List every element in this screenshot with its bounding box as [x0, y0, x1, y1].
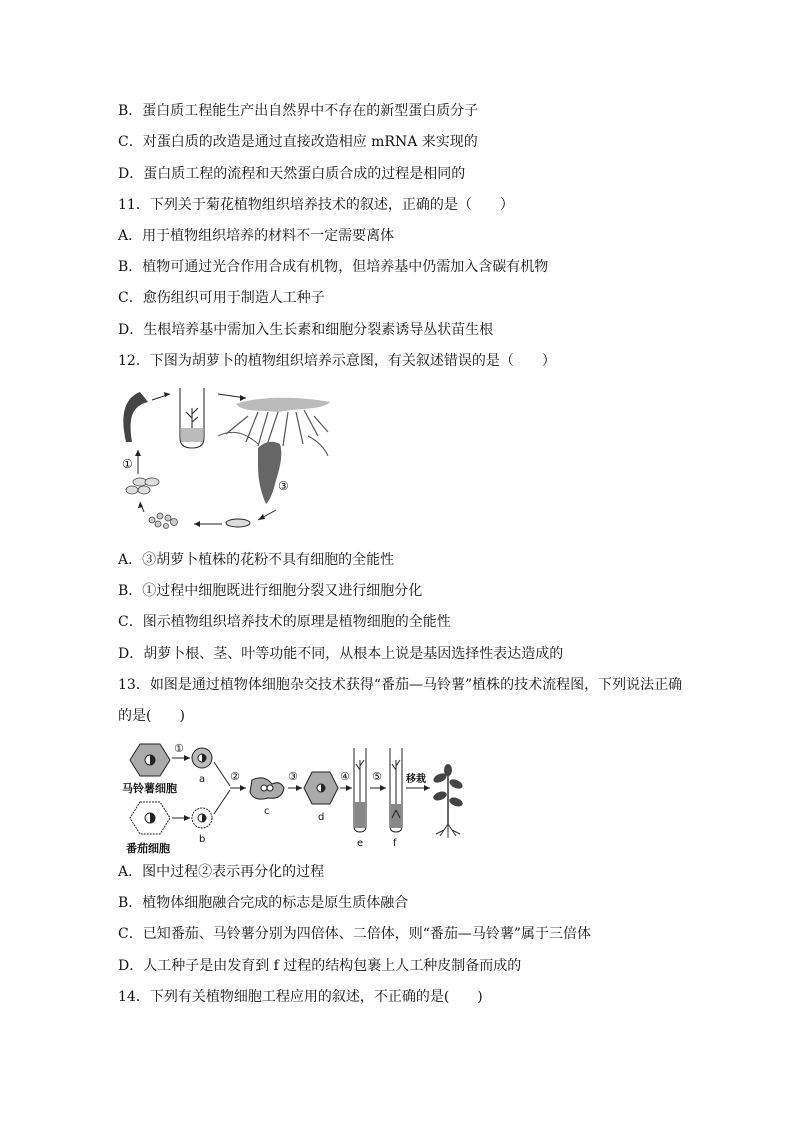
q12-option-b: B．①过程中细胞既进行细胞分裂又进行细胞分化 [118, 583, 423, 599]
q12-option-d: D．胡萝卜根、茎、叶等功能不同，从根本上说是基因选择性表达造成的 [118, 646, 564, 662]
q10-option-b: B．蛋白质工程能生产出自然界中不存在的新型蛋白质分子 [118, 103, 479, 119]
somatic-hybridization-figure [118, 740, 468, 858]
carrot-plant [218, 398, 330, 504]
q10-option-c: C．对蛋白质的改造是通过直接改造相应 mRNA 来实现的 [118, 134, 478, 150]
carrot-tissue-culture-figure [118, 386, 333, 538]
q13-stem-line1: 13．如图是通过植物体细胞杂交技术获得“番茄—马铃薯”植株的技术流程图，下列说法正确 [118, 677, 683, 693]
callus-cells [126, 478, 159, 494]
dispersed-cells [149, 513, 178, 529]
label-c: c [264, 806, 270, 817]
step-4-label: ④ [340, 770, 350, 783]
q12-option-a: A．③胡萝卜植株的花粉不具有细胞的全能性 [118, 552, 395, 568]
q13-stem-line2: 的是( ) [118, 708, 185, 724]
q11-stem: 11．下列关于菊花植物组织培养技术的叙述，正确的是（ ） [118, 197, 514, 213]
transplant-label: 移栽 [406, 774, 426, 785]
q10-option-d: D．蛋白质工程的流程和天然蛋白质合成的过程是相同的 [118, 166, 466, 182]
tomato-cell-label: 番茄细胞 [126, 842, 170, 855]
label-a: a [199, 774, 206, 785]
q12-option-c: C．图示植物组织培养技术的原理是植物细胞的全能性 [118, 614, 451, 630]
step-3-label: ③ [288, 770, 298, 783]
q11-option-d: D．生根培养基中需加入生长素和细胞分裂素诱导丛状苗生根 [118, 322, 494, 338]
hybrid-plant [432, 764, 464, 838]
step-2-label: ② [230, 770, 240, 783]
petri-dish [226, 519, 250, 527]
culture-tube-f [390, 748, 402, 832]
carrot-root-explant [123, 392, 148, 442]
q13-option-b: B．植物体细胞融合完成的标志是原生质体融合 [118, 895, 409, 911]
fig12-label-3: ③ [278, 479, 289, 493]
q12-stem: 12．下图为胡萝卜的植物组织培养示意图，有关叙述错误的是（ ） [118, 353, 556, 369]
culture-tube-e [354, 748, 366, 832]
step-5-label: ⑤ [372, 770, 382, 783]
q14-stem: 14．下列有关植物细胞工程应用的叙述，不正确的是( ) [118, 989, 483, 1005]
potato-cell-label: 马铃薯细胞 [122, 782, 177, 795]
fig12-label-1: ① [122, 457, 133, 471]
label-f: f [393, 838, 397, 849]
label-e: e [357, 838, 364, 849]
step-1-label: ① [174, 742, 184, 755]
q11-option-c: C．愈伤组织可用于制造人工种子 [118, 290, 325, 306]
label-d: d [318, 812, 325, 823]
q11-option-a: A．用于植物组织培养的材料不一定需要离体 [118, 228, 395, 244]
label-b: b [199, 834, 206, 845]
q13-option-a: A．图中过程②表示再分化的过程 [118, 864, 325, 880]
q13-option-c: C．已知番茄、马铃薯分别为四倍体、二倍体，则“番茄—马铃薯”属于三倍体 [118, 926, 592, 942]
test-tube-plantlet [180, 388, 204, 448]
q13-option-d: D．人工种子是由发育到 f 过程的结构包裹上人工种皮制备而成的 [118, 958, 522, 974]
q11-option-b: B．植物可通过光合作用合成有机物，但培养基中仍需加入含碳有机物 [118, 259, 549, 275]
